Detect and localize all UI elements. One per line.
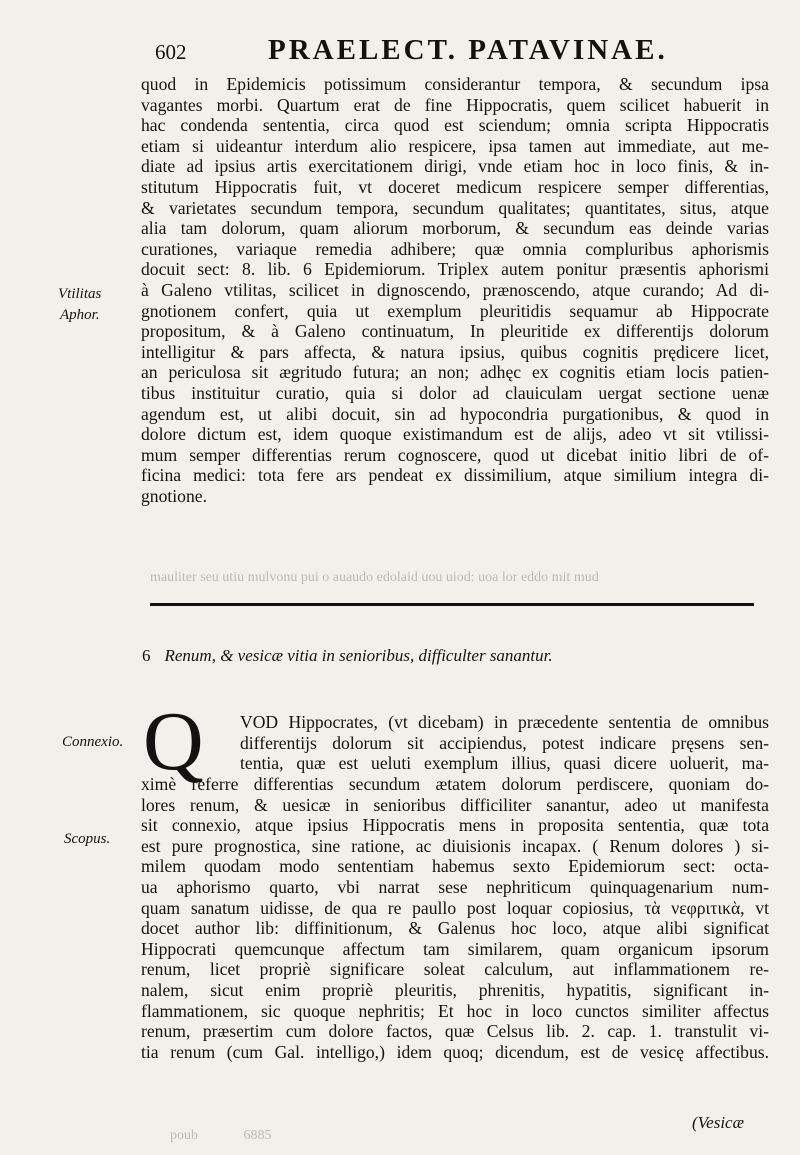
- aphorism-text: Renum, & vesicæ vitia in senioribus, difficulter sanantur.: [164, 646, 553, 665]
- text-line: tibus instituitur curatio, quia si dolor ad clauiculam uergat sectione uenæ: [141, 382, 769, 403]
- page-number: 602: [155, 40, 187, 64]
- text-line: docuit sect: 8. lib. 6 Epidemiorum. Triplex autem ponitur præsentis aphorismi: [141, 259, 769, 280]
- margin-note-utilitas: Vtilitas: [58, 286, 102, 302]
- text-line: intelligitur & pars affecta, & natura ipsius, quibus cognitis prędicere licet,: [141, 341, 769, 362]
- text-line: milem quodam modo sententiam habemus sexto Epidemiorum sect: octa-: [141, 856, 769, 877]
- text-line: an periculosa sit ægritudo futura; an non; adhęc ex cognitis etiam locis patien-: [141, 362, 769, 383]
- text-line: est pure prognostica, sine ratione, ac diuisionis incapax. ( Renum dolores ) si-: [141, 835, 769, 856]
- text-line: tia renum (cum Gal. intelligo,) idem quoq; dicendum, est de vesicę affectibus.: [141, 1041, 769, 1062]
- text-line: à Galeno vtilitas, scilicet in dignoscendo, prænoscendo, atque curando; Ad di-: [141, 279, 769, 300]
- text-line: renum, præsertim cum dolore factos, quæ Celsus lib. 2. cap. 1. transtulit vi-: [141, 1021, 769, 1042]
- text-line: differentijs dolorum sit accipiendus, potest indicare pręsens sen-: [240, 732, 769, 753]
- text-line: flammationem, sic quoque nephritis; Et hoc in loco cunctos similiter affectus: [141, 1000, 769, 1021]
- margin-note-connexio: Connexio.: [62, 734, 124, 750]
- text-line: propositum, & à Galeno continuatum, In pleuritide ex differentijs dolorum: [141, 321, 769, 342]
- text-line: & varietates secundum tempora, secundum qualitates; quantitates, situs, atque: [141, 197, 769, 218]
- paragraph-opening: [240, 712, 769, 774]
- text-line: gnotione.: [141, 485, 207, 506]
- running-head: PRAELECT. PATAVINAE.: [268, 34, 668, 66]
- text-line: quod in Epidemicis potissimum considerantur tempora, & secundum ipsa: [141, 74, 769, 94]
- margin-note-scopus: Scopus.: [64, 831, 111, 847]
- text-line: nalem, sicut enim propriè pleuritis, phrenitis, hypatitis, significant in-: [141, 979, 769, 1000]
- aphorism-heading: [142, 646, 553, 666]
- text-line: alia tam dolorum, quam aliorum morborum, & secundum eas deinde varias: [141, 218, 769, 239]
- text-line: dolore dictum est, idem quoque existimandum est de alijs, adeo vt sit vtilissi-: [141, 424, 769, 445]
- section-divider: [150, 603, 754, 606]
- text-line: vagantes morbi. Quartum erat de fine Hippocratis, quem scilicet habuerit in: [141, 94, 769, 115]
- text-line: renum, licet propriè significare soleat calculum, aut inflammationem re-: [141, 959, 769, 980]
- text-line: quam sanatum uidisse, de qua re paullo post loquar copiosius, τὰ νεφριτικὰ, vt: [141, 897, 769, 918]
- text-line: agendum est, ut alibi docuit, sin ad hypocondria purgationibus, & quod in: [141, 403, 769, 424]
- show-through-text: mauliter seu utiu mulvonu pui o auaudo edolaid uou uiod: uoa lor eddo mit mud: [150, 570, 599, 585]
- text-line: curationes, variaque remedia adhibere; quæ omnia compluribus aphorismis: [141, 238, 769, 259]
- text-line: mum semper differentias rerum cognoscere, quod ut dicebat initio libri de of-: [141, 444, 769, 465]
- text-line: Hippocrati quemcunque affectum tam similarem, quam organicum ipsorum: [141, 938, 769, 959]
- text-line: hac condenda sententia, circa quod est sciendum; omnia scripta Hippocratis: [141, 115, 769, 136]
- margin-note-aphor: Aphor.: [60, 307, 100, 323]
- text-line: etiam si uideantur interdum alio respicere, ipsa tamen aut immediate, aut me-: [141, 135, 769, 156]
- text-line: gnotionem confert, quia ut exemplum pleuritidis sequamur ab Hippocrate: [141, 300, 769, 321]
- catchword: (Vesicæ: [692, 1113, 744, 1132]
- aphorism-number: 6: [142, 646, 151, 665]
- text-line: VOD Hippocrates, (vt dicebam) in præcedente sententia de omnibus: [240, 712, 769, 732]
- text-line: lores renum, & uesicæ in senioribus difficiliter sanantur, adeo ut manifesta: [141, 794, 769, 815]
- text-line: ficina medici: tota fere ars pendeat ex dissimilium, atque similium integra di-: [141, 465, 769, 486]
- drop-cap: Q: [143, 695, 204, 788]
- text-line: tentia, quæ est ueluti exemplum illius, quasi dicere uoluerit, ma-: [240, 753, 769, 774]
- text-line: ua aphorismo quarto, vbi narrat sese nephriticum quinquagenarium num-: [141, 876, 769, 897]
- text-line: stitutum Hippocratis fuit, vt doceret medicum respicere semper differentias,: [141, 176, 769, 197]
- paragraph-commentary: [141, 74, 769, 506]
- show-through-text: poub 6885: [170, 1128, 272, 1143]
- paragraph-body: [141, 774, 769, 1062]
- text-line: diate ad ipsius artis exercitationem dirigi, vnde etiam hoc in loco finis, & in-: [141, 156, 769, 177]
- text-line: docet author lib: diffinitionum, & Galenus hoc loco, atque alibi significat: [141, 918, 769, 939]
- text-line: ximè referre differentias secundum ætatem dolorum perdiscere, quoniam do-: [141, 774, 769, 794]
- text-line: sit connexio, atque ipsius Hippocratis mens in proposita sententia, quæ tota: [141, 815, 769, 836]
